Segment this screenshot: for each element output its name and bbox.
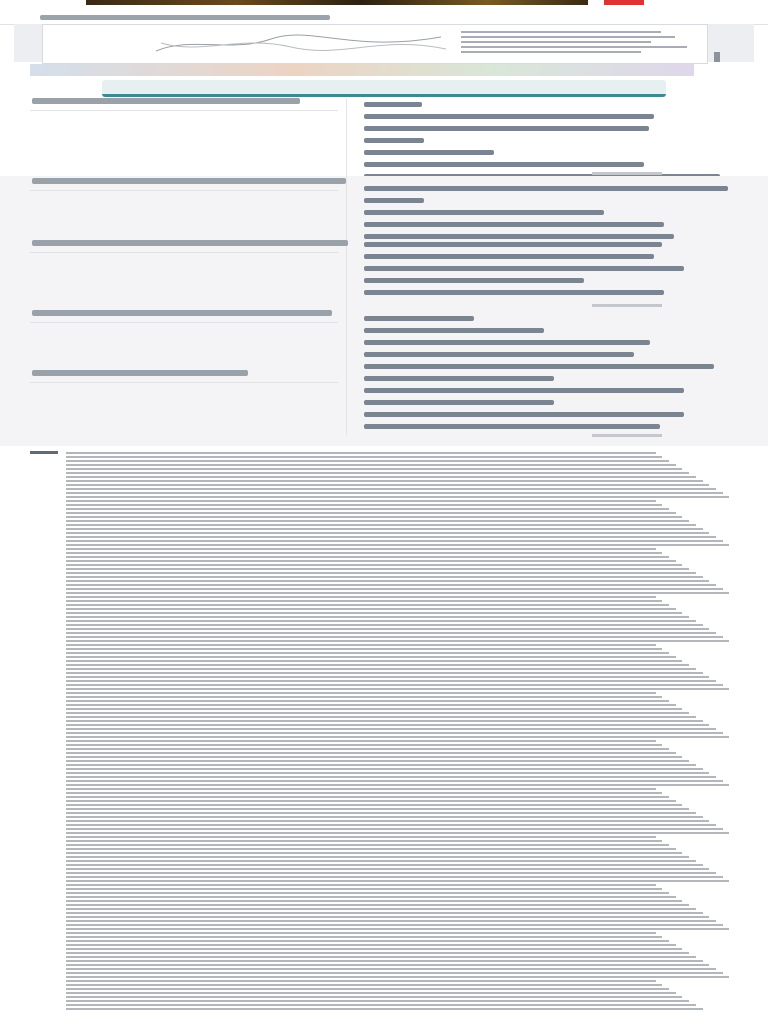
body-text-line — [66, 1008, 703, 1010]
body-text-line — [66, 712, 689, 714]
body-text-line — [66, 964, 709, 966]
body-text-line — [66, 748, 669, 750]
body-text-line — [66, 452, 656, 454]
body-text-line — [66, 780, 723, 782]
body-text-line — [66, 512, 676, 514]
thumbnail-strip[interactable] — [30, 64, 694, 76]
body-text-line — [66, 904, 689, 906]
body-text-line — [66, 744, 662, 746]
body-text-line — [66, 540, 723, 542]
related-link[interactable] — [364, 232, 734, 240]
related-link[interactable] — [364, 422, 734, 430]
body-text-line — [66, 700, 669, 702]
body-text-line — [66, 852, 682, 854]
body-text-line — [66, 504, 662, 506]
body-text-line — [66, 824, 716, 826]
divider — [346, 98, 347, 176]
more-link[interactable] — [592, 434, 662, 437]
body-text-line — [66, 816, 703, 818]
body-text-line — [66, 936, 662, 938]
body-text-line — [66, 776, 716, 778]
body-text-line — [66, 588, 723, 590]
body-text-line — [66, 796, 669, 798]
body-text-line — [66, 484, 709, 486]
body-text-line — [66, 692, 656, 694]
more-link[interactable] — [592, 172, 662, 175]
body-text-line — [66, 664, 689, 666]
document-preview[interactable] — [14, 24, 754, 62]
related-link[interactable] — [364, 314, 734, 322]
body-text-line — [66, 908, 696, 910]
body-text-line — [66, 948, 682, 950]
title-placeholder — [40, 15, 330, 20]
body-text-line — [66, 536, 716, 538]
body-text-line — [66, 772, 709, 774]
body-text-line — [66, 500, 656, 502]
body-text-line — [66, 976, 729, 978]
section-heading-placeholder — [32, 98, 300, 104]
body-text-line — [66, 652, 669, 654]
related-link[interactable] — [364, 196, 734, 204]
body-text-line — [66, 636, 723, 638]
related-link[interactable] — [364, 374, 734, 382]
body-text-line — [66, 532, 709, 534]
body-text-line — [66, 564, 682, 566]
body-text-line — [66, 804, 682, 806]
body-text-line — [66, 576, 703, 578]
body-text-line — [66, 792, 662, 794]
recommendations-section — [0, 98, 768, 176]
body-text-line — [66, 648, 662, 650]
related-links — [364, 314, 734, 374]
body-text-line — [66, 508, 669, 510]
body-text-line — [66, 808, 689, 810]
body-text-line — [66, 840, 662, 842]
body-text-line — [66, 704, 676, 706]
body-text-line — [66, 756, 682, 758]
section-left-panel — [30, 382, 338, 437]
more-link[interactable] — [592, 304, 662, 307]
related-link[interactable] — [364, 240, 734, 248]
body-text-line — [66, 668, 696, 670]
body-text-line — [66, 620, 696, 622]
body-text-line — [66, 572, 696, 574]
document-text-line — [461, 46, 687, 48]
body-text-line — [66, 876, 723, 878]
section-heading-placeholder — [32, 240, 348, 246]
related-link[interactable] — [364, 160, 734, 168]
body-text-line — [66, 608, 676, 610]
body-text-line — [66, 520, 689, 522]
section-heading-placeholder — [32, 178, 346, 184]
body-text-line — [66, 688, 729, 690]
body-text-line — [66, 632, 716, 634]
body-text-line — [66, 972, 723, 974]
related-link[interactable] — [364, 148, 734, 156]
body-text-line — [66, 940, 669, 942]
body-text-line — [66, 580, 709, 582]
body-text-line — [66, 732, 723, 734]
body-text-line — [66, 832, 729, 834]
section-left-panel — [30, 110, 338, 175]
body-text-line — [66, 996, 682, 998]
body-text-line — [66, 660, 682, 662]
related-link[interactable] — [364, 264, 734, 272]
related-links — [364, 100, 734, 184]
related-link[interactable] — [364, 112, 734, 120]
body-text-line — [66, 708, 682, 710]
body-text-line — [66, 460, 669, 462]
recommendations-section-gray — [0, 176, 768, 446]
body-text-line — [66, 944, 676, 946]
body-text-line — [66, 992, 676, 994]
section-left-panel — [30, 322, 338, 371]
document-page — [42, 24, 708, 64]
body-text-line — [66, 860, 696, 862]
body-text-line — [66, 656, 676, 658]
related-link[interactable] — [364, 184, 734, 192]
related-link[interactable] — [364, 136, 734, 144]
body-text-line — [66, 680, 716, 682]
body-text-line — [66, 516, 682, 518]
body-text-line — [66, 760, 689, 762]
body-text-line — [66, 956, 696, 958]
body-text-line — [66, 900, 682, 902]
document-sketch-image — [151, 31, 451, 57]
body-text-line — [66, 892, 669, 894]
related-link[interactable] — [364, 220, 734, 228]
body-text-line — [66, 960, 703, 962]
body-text-line — [66, 684, 723, 686]
body-text-line — [66, 596, 656, 598]
body-text-line — [66, 456, 662, 458]
body-text-line — [66, 812, 696, 814]
body-text-line — [66, 752, 676, 754]
related-link[interactable] — [364, 362, 734, 370]
related-link[interactable] — [364, 276, 734, 284]
related-link[interactable] — [364, 208, 734, 216]
body-text-line — [66, 552, 662, 554]
related-links — [364, 374, 734, 434]
body-text-line — [66, 984, 662, 986]
body-text-line — [66, 856, 689, 858]
body-text-line — [66, 528, 703, 530]
section-heading-placeholder — [32, 370, 248, 376]
document-text-line — [461, 51, 641, 53]
body-text-line — [66, 720, 703, 722]
body-text-line — [66, 640, 729, 642]
document-text-line — [461, 36, 675, 38]
body-text-line — [66, 612, 682, 614]
body-section-marker — [30, 451, 58, 454]
body-text-line — [66, 488, 716, 490]
body-text-line — [66, 592, 729, 594]
body-text-line — [66, 568, 689, 570]
body-text-line — [66, 740, 656, 742]
body-text-line — [66, 968, 716, 970]
body-text-line — [66, 768, 703, 770]
body-text-line — [66, 764, 696, 766]
related-link[interactable] — [364, 410, 734, 418]
body-text-line — [66, 928, 729, 930]
related-link[interactable] — [364, 350, 734, 358]
body-text-line — [66, 468, 682, 470]
body-text-line — [66, 988, 669, 990]
body-text-line — [66, 884, 656, 886]
body-text-line — [66, 880, 729, 882]
body-text-line — [66, 912, 703, 914]
body-text-line — [66, 644, 656, 646]
body-text-line — [66, 932, 656, 934]
related-link[interactable] — [364, 398, 734, 406]
document-text-line — [461, 31, 661, 33]
document-body-text — [66, 452, 736, 1022]
body-text-line — [66, 868, 709, 870]
body-text-line — [66, 980, 656, 982]
body-text-line — [66, 916, 709, 918]
body-text-line — [66, 696, 662, 698]
body-text-line — [66, 464, 676, 466]
body-text-line — [66, 476, 696, 478]
body-text-line — [66, 836, 656, 838]
body-text-line — [66, 672, 703, 674]
body-text-line — [66, 800, 676, 802]
related-link[interactable] — [364, 288, 734, 296]
banner-ad-image[interactable] — [86, 0, 588, 5]
page-header — [0, 6, 768, 25]
body-text-line — [66, 616, 689, 618]
download-button[interactable] — [102, 80, 666, 97]
body-text-line — [66, 480, 703, 482]
body-text-line — [66, 716, 696, 718]
body-text-line — [66, 952, 689, 954]
document-text-line — [461, 41, 651, 43]
section-heading-placeholder — [32, 310, 332, 316]
scrollbar-handle[interactable] — [714, 52, 720, 62]
related-link[interactable] — [364, 100, 734, 108]
body-text-line — [66, 920, 716, 922]
body-text-line — [66, 624, 703, 626]
body-text-line — [66, 896, 676, 898]
body-text-line — [66, 472, 689, 474]
related-links — [364, 184, 734, 244]
body-text-line — [66, 864, 703, 866]
section-left-panel — [30, 190, 338, 241]
body-text-line — [66, 548, 656, 550]
body-text-line — [66, 492, 723, 494]
body-text-line — [66, 524, 696, 526]
body-text-line — [66, 828, 723, 830]
related-link[interactable] — [364, 326, 734, 334]
body-text-line — [66, 728, 716, 730]
body-text-line — [66, 724, 709, 726]
related-link[interactable] — [364, 252, 734, 260]
body-text-line — [66, 556, 669, 558]
body-text-line — [66, 628, 709, 630]
related-links — [364, 240, 734, 300]
body-text-line — [66, 544, 729, 546]
body-text-line — [66, 784, 729, 786]
body-text-line — [66, 788, 656, 790]
related-link[interactable] — [364, 124, 734, 132]
body-text-line — [66, 820, 709, 822]
related-link[interactable] — [364, 338, 734, 346]
body-text-line — [66, 604, 669, 606]
body-text-line — [66, 1004, 696, 1006]
body-text-line — [66, 1000, 689, 1002]
banner-close-area[interactable] — [604, 0, 644, 5]
body-text-line — [66, 736, 729, 738]
body-text-line — [66, 872, 716, 874]
body-text-line — [66, 600, 662, 602]
related-link[interactable] — [364, 386, 734, 394]
section-left-panel — [30, 252, 338, 307]
body-text-line — [66, 848, 676, 850]
divider — [346, 176, 347, 436]
body-text-line — [66, 560, 676, 562]
body-text-line — [66, 584, 716, 586]
body-text-line — [66, 924, 723, 926]
body-text-line — [66, 888, 662, 890]
body-text-line — [66, 676, 709, 678]
body-text-line — [66, 844, 669, 846]
body-text-line — [66, 496, 729, 498]
